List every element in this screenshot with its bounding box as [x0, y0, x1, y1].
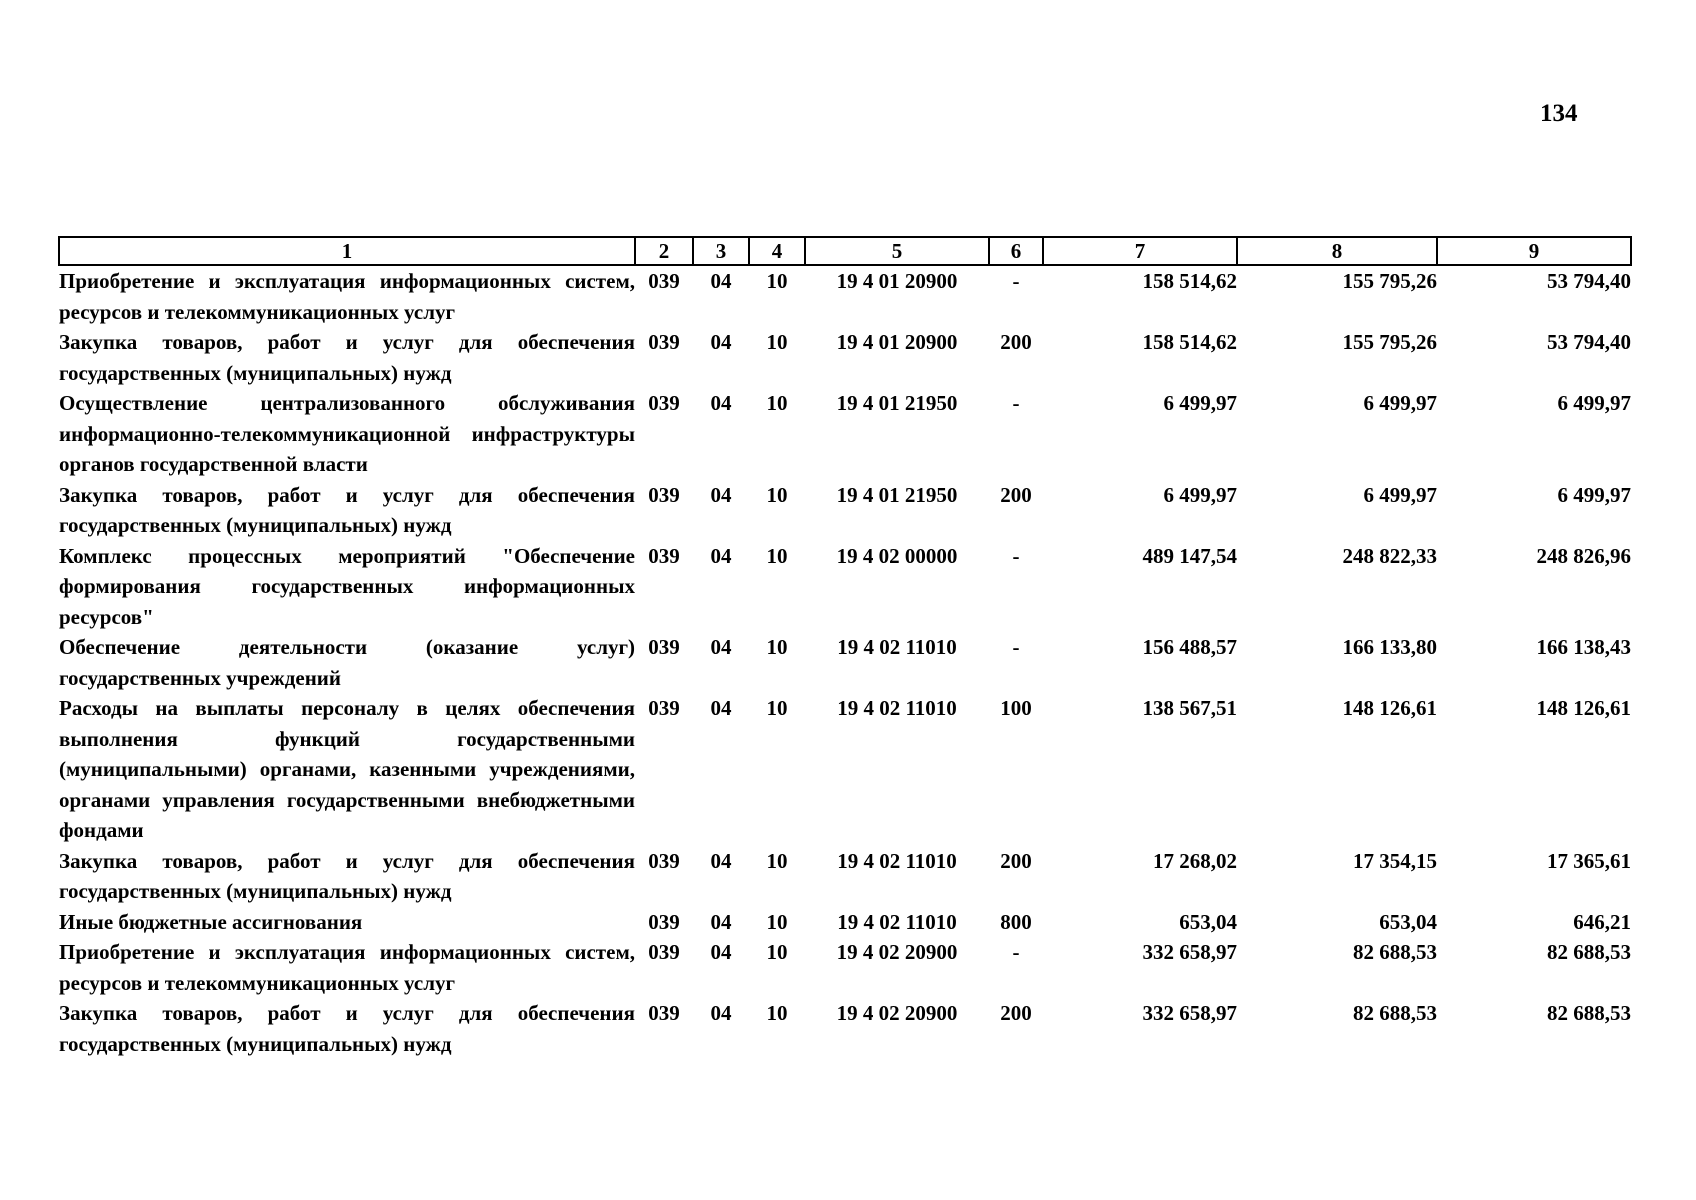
- subsection-code: 10: [766, 482, 788, 507]
- amount-col7: 17 268,02: [1153, 848, 1237, 873]
- expense-type-code: -: [1012, 269, 1020, 293]
- page-number: 134: [1540, 100, 1578, 127]
- table-row: [59, 998, 1631, 1059]
- amount-col8: 148 126,61: [1342, 696, 1437, 720]
- column-header: 9: [1437, 237, 1631, 265]
- table-row: [59, 480, 1631, 541]
- column-header: 8: [1237, 237, 1437, 265]
- amount-col9: 6 499,97: [1557, 482, 1631, 507]
- column-header: 5: [805, 237, 989, 265]
- target-article-code: 19 4 01 21950: [836, 482, 958, 507]
- table-row: [59, 632, 1631, 693]
- table-row: [59, 693, 1631, 846]
- expense-type-code: 200: [1000, 330, 1032, 354]
- ministry-code: 039: [648, 391, 680, 415]
- target-article-code: 19 4 02 20900: [836, 1001, 958, 1025]
- amount-col7: 138 567,51: [1142, 696, 1237, 720]
- amount-col8: 155 795,26: [1342, 269, 1437, 293]
- amount-col9: 166 138,43: [1536, 635, 1631, 659]
- expense-name: Закупка товаров, работ и услуг для обеспечения государственных (муниципальных) нужд: [59, 848, 635, 903]
- subsection-code: 10: [766, 696, 788, 720]
- subsection-code: 10: [766, 391, 788, 415]
- amount-col8: 155 795,26: [1342, 330, 1437, 354]
- section-code: 04: [710, 909, 732, 934]
- target-article-code: 19 4 01 21950: [836, 391, 958, 415]
- amount-col8: 6 499,97: [1363, 482, 1437, 507]
- column-header: 4: [749, 237, 805, 265]
- amount-col7: 653,04: [1179, 909, 1237, 934]
- subsection-code: 10: [766, 909, 788, 934]
- section-code: 04: [710, 635, 732, 659]
- subsection-code: 10: [766, 543, 788, 568]
- expense-name: Расходы на выплаты персоналу в целях обеспечения выполнения функций государственными (муниципальными) органами, казенными учреждениями, органами управления государственными внебюджетными фондами: [59, 696, 635, 842]
- amount-col9: 17 365,61: [1547, 848, 1631, 873]
- ministry-code: 039: [648, 482, 680, 507]
- expense-name: Комплекс процессных мероприятий "Обеспечение формирования государственных информационных ресурсов": [59, 543, 635, 629]
- expense-type-code: 200: [1000, 848, 1032, 873]
- column-header: 6: [989, 237, 1043, 265]
- section-code: 04: [710, 269, 732, 293]
- table-row: [59, 907, 1631, 938]
- expense-type-code: 200: [1000, 482, 1032, 507]
- expense-name: Приобретение и эксплуатация информационных систем, ресурсов и телекоммуникационных услуг: [59, 940, 635, 995]
- section-code: 04: [710, 330, 732, 354]
- column-header: 2: [635, 237, 693, 265]
- amount-col7: 332 658,97: [1142, 1001, 1237, 1025]
- amount-col7: 6 499,97: [1163, 391, 1237, 415]
- section-code: 04: [710, 696, 732, 720]
- section-code: 04: [710, 1001, 732, 1025]
- amount-col8: 17 354,15: [1353, 848, 1437, 873]
- table-row: [59, 937, 1631, 998]
- subsection-code: 10: [766, 848, 788, 873]
- ministry-code: 039: [648, 269, 680, 293]
- amount-col7: 332 658,97: [1142, 940, 1237, 964]
- target-article-code: 19 4 02 11010: [837, 696, 957, 720]
- target-article-code: 19 4 02 20900: [836, 940, 958, 964]
- target-article-code: 19 4 02 11010: [837, 848, 957, 873]
- target-article-code: 19 4 02 11010: [837, 909, 957, 934]
- amount-col9: 646,21: [1573, 909, 1631, 934]
- expense-type-code: -: [1012, 391, 1020, 415]
- target-article-code: 19 4 01 20900: [836, 330, 958, 354]
- target-article-code: 19 4 01 20900: [836, 269, 958, 293]
- table-header-row: [59, 237, 1631, 265]
- table-row: [59, 265, 1631, 327]
- table-row: [59, 388, 1631, 480]
- amount-col9: 82 688,53: [1547, 940, 1631, 964]
- table-row: [59, 327, 1631, 388]
- amount-col8: 653,04: [1379, 909, 1437, 934]
- subsection-code: 10: [766, 635, 788, 659]
- table-row: [59, 541, 1631, 633]
- amount-col7: 158 514,62: [1142, 269, 1237, 293]
- amount-col8: 82 688,53: [1353, 1001, 1437, 1025]
- expense-name: Закупка товаров, работ и услуг для обеспечения государственных (муниципальных) нужд: [59, 482, 635, 537]
- section-code: 04: [710, 848, 732, 873]
- subsection-code: 10: [766, 940, 788, 964]
- table-row: [59, 846, 1631, 907]
- section-code: 04: [710, 543, 732, 568]
- expense-type-code: 200: [1000, 1001, 1032, 1025]
- amount-col9: 6 499,97: [1557, 391, 1631, 415]
- ministry-code: 039: [648, 330, 680, 354]
- ministry-code: 039: [648, 1001, 680, 1025]
- amount-col7: 489 147,54: [1142, 543, 1237, 568]
- ministry-code: 039: [648, 543, 680, 568]
- section-code: 04: [710, 940, 732, 964]
- expense-name: Обеспечение деятельности (оказание услуг) государственных учреждений: [59, 635, 635, 690]
- expense-type-code: -: [1012, 543, 1020, 568]
- amount-col8: 82 688,53: [1353, 940, 1437, 964]
- ministry-code: 039: [648, 940, 680, 964]
- amount-col8: 248 822,33: [1342, 543, 1437, 568]
- amount-col9: 148 126,61: [1536, 696, 1631, 720]
- amount-col9: 248 826,96: [1536, 543, 1631, 568]
- column-header: 1: [59, 237, 635, 265]
- amount-col9: 82 688,53: [1547, 1001, 1631, 1025]
- amount-col9: 53 794,40: [1547, 330, 1631, 354]
- section-code: 04: [710, 482, 732, 507]
- column-header: 3: [693, 237, 749, 265]
- section-code: 04: [710, 391, 732, 415]
- ministry-code: 039: [648, 696, 680, 720]
- ministry-code: 039: [648, 635, 680, 659]
- column-header: 7: [1043, 237, 1237, 265]
- subsection-code: 10: [766, 269, 788, 293]
- subsection-code: 10: [766, 330, 788, 354]
- subsection-code: 10: [766, 1001, 788, 1025]
- expense-name: Приобретение и эксплуатация информационных систем, ресурсов и телекоммуникационных услуг: [59, 269, 635, 324]
- budget-table: [58, 236, 1632, 1059]
- expense-type-code: 800: [1000, 909, 1032, 934]
- amount-col9: 53 794,40: [1547, 269, 1631, 293]
- expense-type-code: 100: [1000, 696, 1032, 720]
- amount-col7: 156 488,57: [1142, 635, 1237, 659]
- expense-name: Осуществление централизованного обслуживания информационно-телекоммуникационной инфраструктуры органов государственной власти: [59, 391, 635, 476]
- amount-col7: 6 499,97: [1163, 482, 1237, 507]
- expense-type-code: -: [1012, 635, 1020, 659]
- expense-name: Закупка товаров, работ и услуг для обеспечения государственных (муниципальных) нужд: [59, 330, 635, 385]
- expense-type-code: -: [1012, 940, 1020, 964]
- expense-name: Иные бюджетные ассигнования: [59, 909, 363, 934]
- amount-col7: 158 514,62: [1142, 330, 1237, 354]
- ministry-code: 039: [648, 848, 680, 873]
- target-article-code: 19 4 02 00000: [836, 543, 958, 568]
- amount-col8: 6 499,97: [1363, 391, 1437, 415]
- expense-name: Закупка товаров, работ и услуг для обеспечения государственных (муниципальных) нужд: [59, 1001, 635, 1056]
- target-article-code: 19 4 02 11010: [837, 635, 957, 659]
- amount-col8: 166 133,80: [1342, 635, 1437, 659]
- ministry-code: 039: [648, 909, 680, 934]
